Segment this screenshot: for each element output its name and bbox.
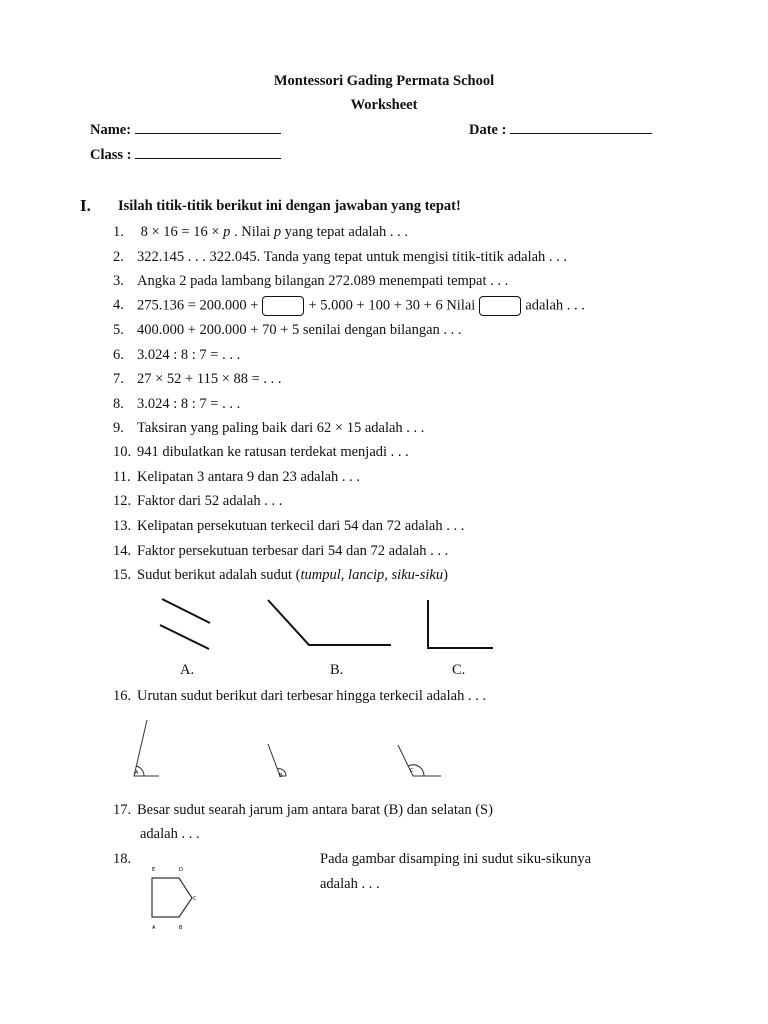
question-text: 941 dibulatkan ke ratusan terdekat menjadi . . . (137, 444, 409, 460)
question-text: 3.024 : 8 : 7 = . . . (137, 347, 241, 363)
question-number: 3. (113, 273, 124, 289)
question-number: 9. (113, 420, 124, 436)
question-18-text: Pada gambar disamping ini sudut siku-sikunya (320, 851, 592, 867)
question-number: 2. (113, 249, 124, 265)
question-number: 15. (113, 567, 132, 583)
date-label: Date : (469, 122, 507, 138)
question-text: Urutan sudut berikut dari terbesar hingga terkecil adalah . . . (137, 688, 487, 704)
question-number: 6. (113, 347, 124, 363)
question-text: ) (443, 567, 448, 583)
question-18-line-2: adalah . . . (320, 876, 380, 892)
section-number: I. (80, 196, 91, 215)
question-text: Taksiran yang paling baik dari 62 × 15 adalah . . . (137, 420, 425, 436)
question-text: 8 × 16 = 16 × (140, 224, 224, 240)
class-label: Class : (90, 147, 132, 163)
variable: p (223, 224, 231, 240)
question-number: 8. (113, 396, 124, 412)
question-17-line-2: adalah . . . (140, 826, 200, 842)
answer-options: tumpul, lancip, siku-siku (300, 567, 444, 583)
vertex-c-label: C (193, 896, 197, 902)
variable: p (273, 224, 282, 240)
section-instruction: Isilah titik-titik berikut ini dengan jawaban yang tepat! (118, 198, 461, 214)
question-text: yang tepat adalah . . . (281, 224, 408, 240)
figure-b-label: B. (330, 662, 344, 678)
question-text: 322.145 . . . 322.045. Tanda yang tepat untuk mengisi titik-titik adalah . . . (137, 249, 568, 265)
school-name: Montessori Gading Permata School (273, 73, 495, 89)
question-text: 27 × 52 + 115 × 88 = . . . (137, 371, 282, 387)
question-number: 1. (113, 224, 124, 240)
worksheet-title: Worksheet (350, 97, 418, 113)
vertex-e-label: E (152, 867, 156, 873)
question-number: 16. (113, 688, 132, 704)
vertex-b-label: B (179, 925, 183, 931)
question-text: 3.024 : 8 : 7 = . . . (137, 396, 241, 412)
question-number: 12. (113, 493, 132, 509)
question-text: Besar sudut searah jarum jam antara barat (B) dan selatan (S) (137, 802, 493, 818)
question-text: 400.000 + 200.000 + 70 + 5 senilai dengan bilangan . . . (137, 322, 462, 338)
question-text: Sudut berikut adalah sudut ( (137, 567, 301, 583)
angle-c-label: C (410, 768, 414, 774)
question-text: Faktor dari 52 adalah . . . (137, 493, 283, 509)
question-number: 7. (113, 371, 124, 387)
question-number: 11. (113, 469, 131, 485)
question-number: 10. (113, 444, 132, 460)
question-text: adalah . . . (525, 297, 585, 314)
question-number: 5. (113, 322, 124, 338)
figure-a-label: A. (180, 662, 195, 678)
angle-a-label: A (135, 770, 139, 776)
name-label: Name: (90, 122, 132, 138)
figure-c-label: C. (452, 662, 466, 678)
vertex-d-label: D (179, 867, 183, 873)
question-number: 14. (113, 543, 132, 559)
question-text: . Nilai (230, 224, 274, 240)
pentagon-shape (152, 878, 192, 917)
question-text: 275.136 = 200.000 + (137, 297, 259, 314)
question-number: 13. (113, 518, 132, 534)
question-number: 17. (113, 802, 132, 818)
question-text: + 5.000 + 100 + 30 + 6 Nilai (308, 297, 476, 314)
question-number: 18. (113, 851, 132, 867)
vertex-a-label: A (152, 925, 156, 931)
question-text: Faktor persekutuan terbesar dari 54 dan 72 adalah . . . (137, 543, 449, 559)
question-text: Kelipatan persekutuan terkecil dari 54 dan 72 adalah . . . (137, 518, 465, 534)
question-text: Kelipatan 3 antara 9 dan 23 adalah . . . (137, 469, 361, 485)
question-text: Angka 2 pada lambang bilangan 272.089 menempati tempat . . . (137, 273, 509, 289)
angle-b-label: B (279, 773, 283, 779)
question-number: 4. (113, 297, 124, 314)
